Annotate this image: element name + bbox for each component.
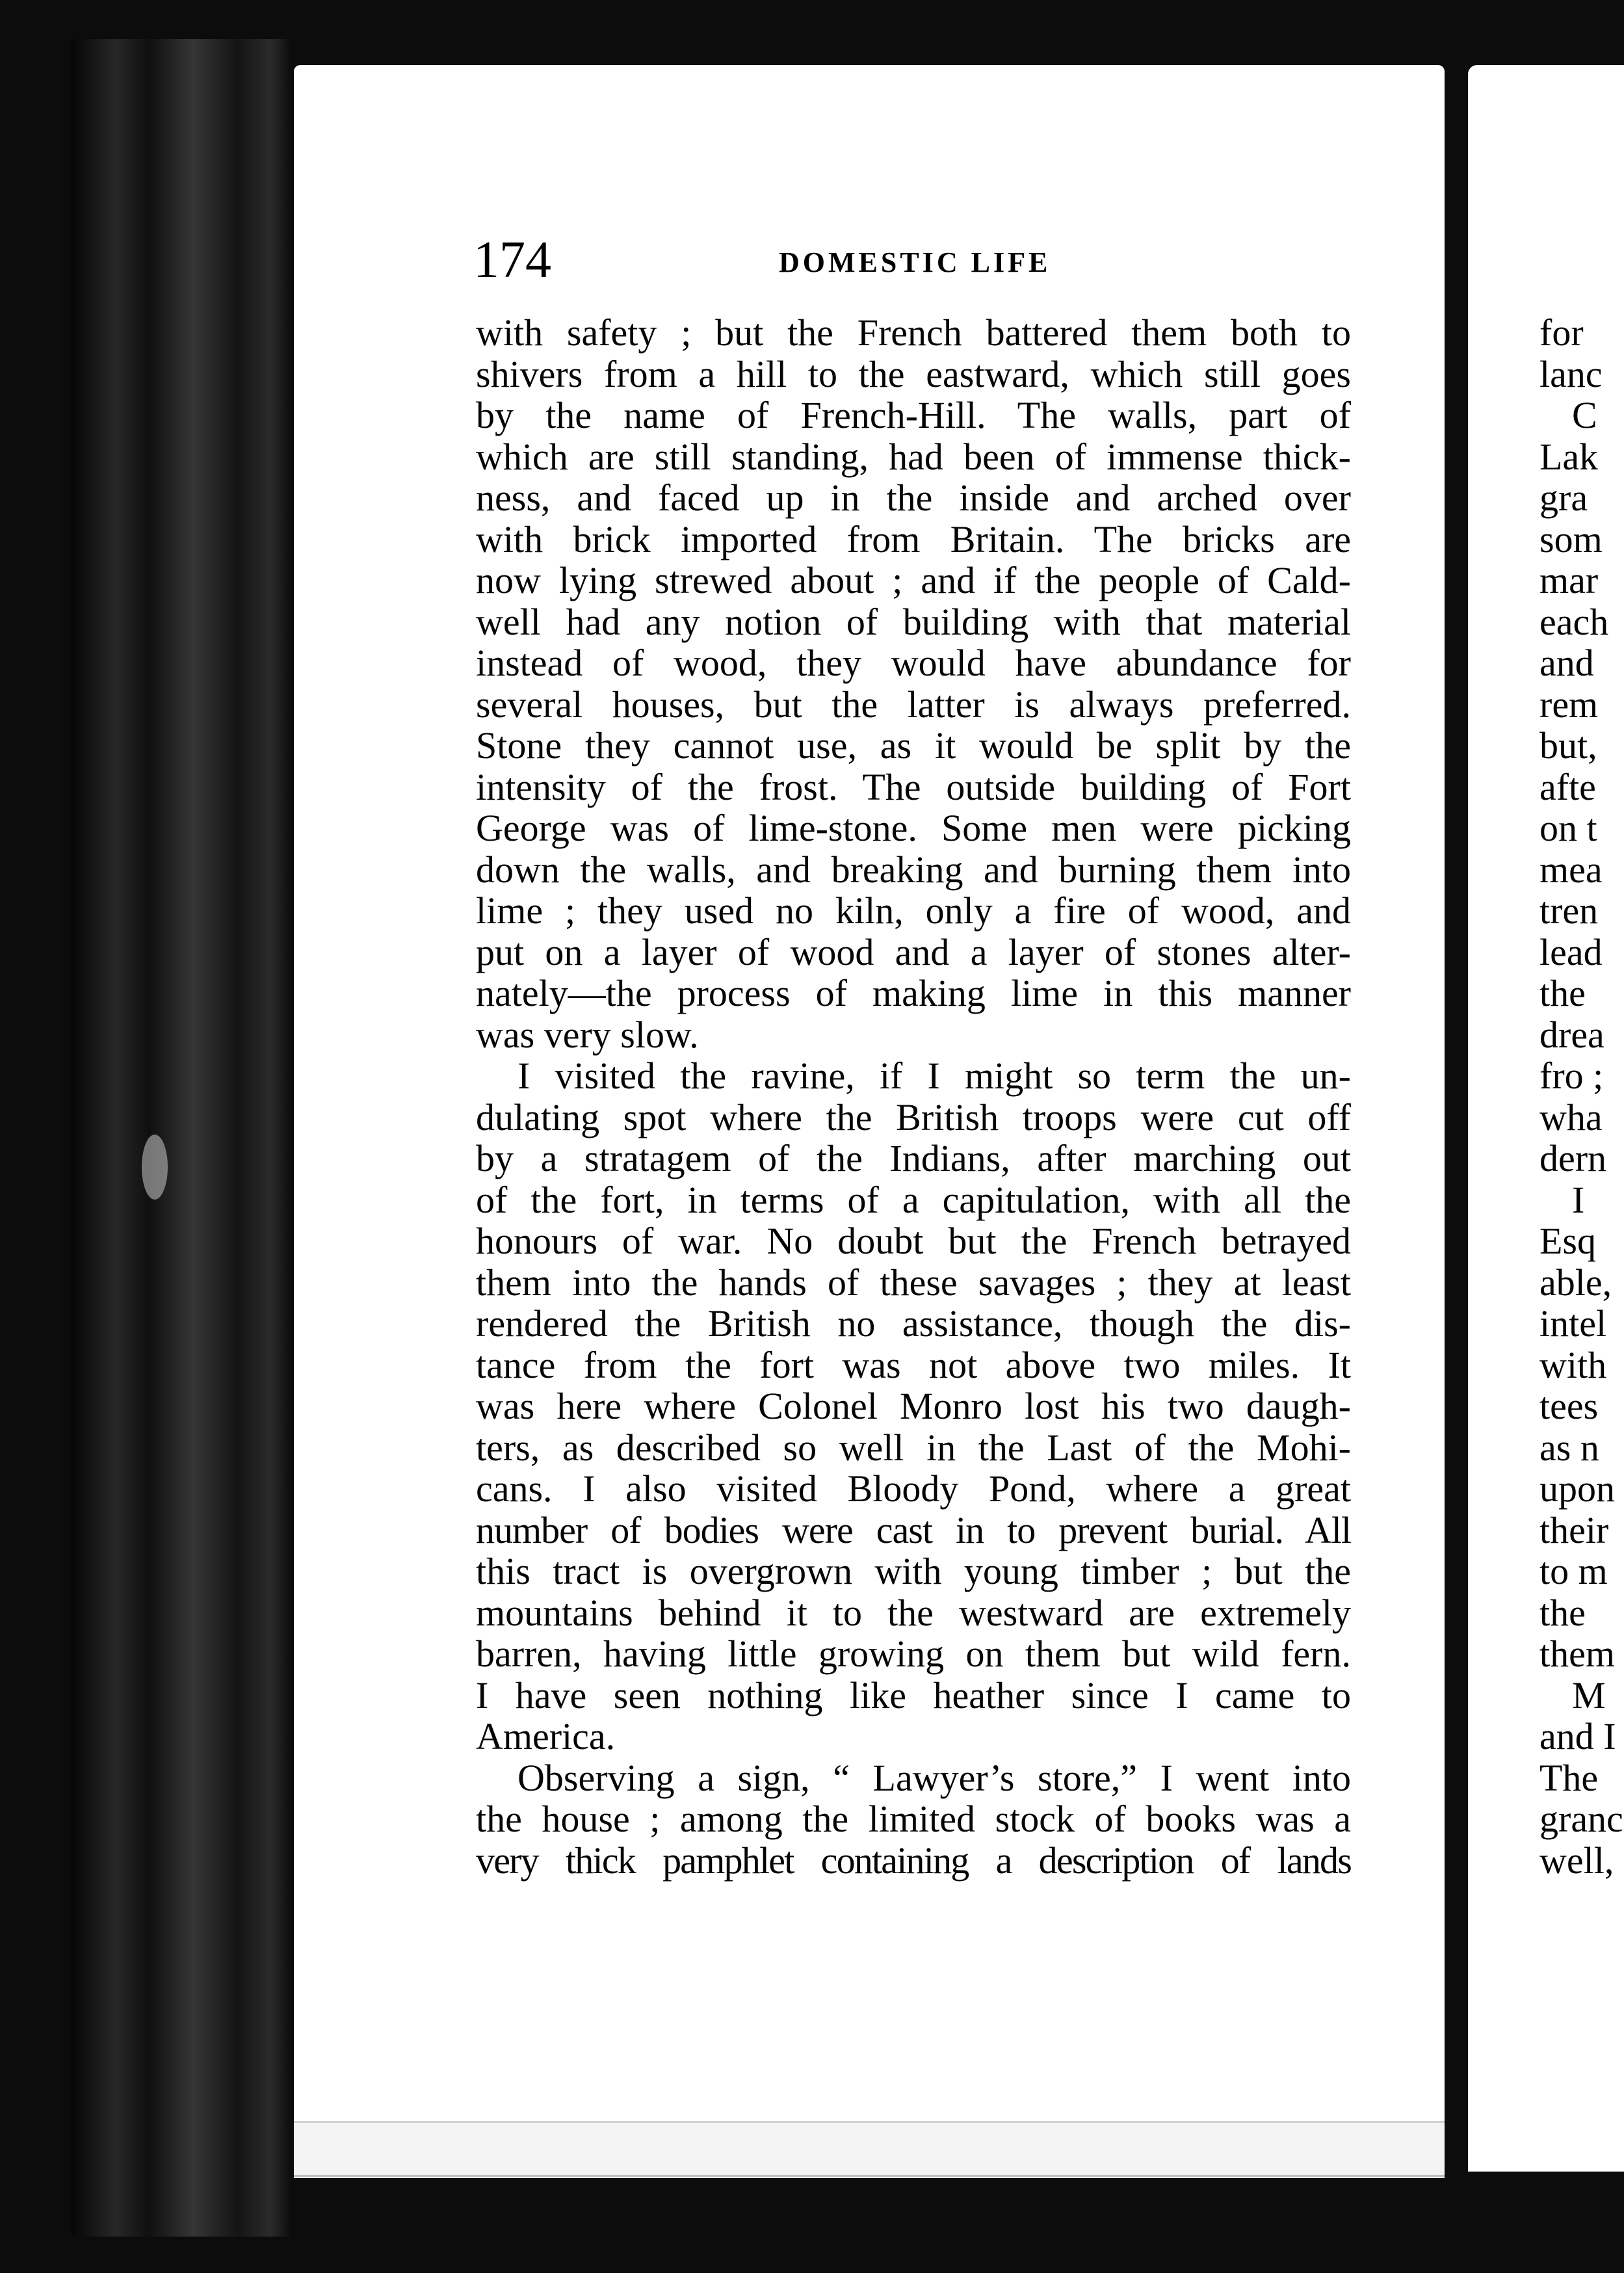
page-stack-edge [294, 2121, 1445, 2177]
text-line: dulating spot where the British troops were cut off [476, 1096, 1351, 1138]
facing-text-line: the [1539, 1591, 1586, 1634]
facing-text-line: as n [1539, 1426, 1599, 1469]
facing-text-line: som [1539, 518, 1603, 560]
text-line: Stone they cannot use, as it would be split by the [476, 724, 1351, 767]
facing-text-line: M [1572, 1674, 1606, 1716]
facing-text-line: but, [1539, 724, 1597, 767]
text-line: tance from the fort was not above two miles. It [476, 1343, 1351, 1386]
facing-text-line: them [1539, 1633, 1615, 1675]
text-line: instead of wood, they would have abundance for [476, 642, 1351, 684]
text-line: ters, as described so well in the Last of the Mohi- [476, 1426, 1351, 1469]
facing-text-line: gra [1539, 477, 1588, 519]
text-line: was here where Colonel Monro lost his two daugh- [476, 1385, 1351, 1427]
book-spine-edge [72, 39, 293, 2237]
text-line: rendered the British no assistance, though the dis- [476, 1302, 1351, 1345]
text-line: mountains behind it to the westward are extremely [476, 1591, 1351, 1634]
facing-text-line: the [1539, 972, 1586, 1014]
facing-text-line: with [1539, 1343, 1607, 1386]
facing-text-line: The [1539, 1756, 1599, 1799]
text-line: of the fort, in terms of a capitulation, with all the [476, 1178, 1351, 1221]
facing-text-line: wha [1539, 1096, 1603, 1138]
facing-text-line: mar [1539, 559, 1599, 601]
text-line: by a stratagem of the Indians, after marching out [476, 1137, 1351, 1179]
facing-text-line: for [1539, 311, 1584, 354]
text-line: nately—the process of making lime in this manner [476, 972, 1351, 1014]
facing-text-line: drea [1539, 1013, 1604, 1056]
text-line: I visited the ravine, if I might so term the un- [517, 1055, 1351, 1097]
stain-mark [142, 1135, 168, 1200]
text-line: Observing a sign, “ Lawyer’s store,” I went into [517, 1756, 1351, 1799]
facing-text-line: fro ; [1539, 1055, 1604, 1097]
text-line: by the name of French-Hill. The walls, part of [476, 394, 1351, 436]
text-line: cans. I also visited Bloody Pond, where a great [476, 1467, 1351, 1510]
facing-text-line: their [1539, 1508, 1609, 1551]
facing-text-line: lead [1539, 930, 1603, 973]
text-line: number of bodies were cast in to prevent burial. All [476, 1508, 1351, 1551]
text-line: put on a layer of wood and a layer of stones alter- [476, 930, 1351, 973]
facing-text-line: intel [1539, 1302, 1607, 1345]
text-line: honours of war. No doubt but the French betrayed [476, 1220, 1351, 1262]
text-line: this tract is overgrown with young timber ; but the [476, 1550, 1351, 1592]
text-line: now lying strewed about ; and if the people of Cald- [476, 559, 1351, 601]
facing-text-line: upon [1539, 1467, 1615, 1510]
text-line: with safety ; but the French battered them both to [476, 311, 1351, 354]
facing-text-line: rem [1539, 683, 1599, 726]
facing-text-line: well, [1539, 1839, 1614, 1882]
text-line: was very slow. [476, 1013, 699, 1056]
facing-text-line: dern [1539, 1137, 1607, 1179]
facing-text-line: Lak [1539, 435, 1599, 478]
text-line: the house ; among the limited stock of books was a [476, 1798, 1351, 1840]
facing-text-line: and [1539, 642, 1594, 684]
facing-text-line: tren [1539, 889, 1599, 932]
facing-text-line: each [1539, 600, 1609, 643]
facing-text-line: lanc [1539, 352, 1603, 395]
text-line: them into the hands of these savages ; they at least [476, 1261, 1351, 1304]
facing-text-line: afte [1539, 765, 1596, 808]
text-line: America. [476, 1715, 616, 1757]
page-header [473, 231, 1351, 289]
facing-page-text [1539, 312, 1624, 1881]
text-line: ness, and faced up in the inside and arched over [476, 477, 1351, 519]
page-number: 174 [473, 231, 551, 289]
facing-text-line: on t [1539, 807, 1597, 849]
facing-text-line: to m [1539, 1550, 1608, 1592]
text-line: barren, having little growing on them but wild fern. [476, 1633, 1351, 1675]
text-line: well had any notion of building with that material [476, 600, 1351, 643]
text-line: I have seen nothing like heather since I came to [476, 1674, 1351, 1716]
facing-page [1468, 65, 1624, 2172]
page-body-text [476, 312, 1351, 1881]
text-line: intensity of the frost. The outside building of Fort [476, 765, 1351, 808]
text-line: lime ; they used no kiln, only a fire of wood, and [476, 889, 1351, 932]
facing-text-line: granc [1539, 1798, 1623, 1840]
facing-text-line: I [1572, 1178, 1585, 1221]
facing-text-line: and I [1539, 1715, 1616, 1757]
facing-text-line: Esq [1539, 1220, 1596, 1262]
text-line: which are still standing, had been of immense thick- [476, 435, 1351, 478]
facing-text-line: mea [1539, 848, 1603, 891]
text-line: down the walls, and breaking and burning them into [476, 848, 1351, 891]
running-head: DOMESTIC LIFE [779, 246, 1051, 278]
text-line: several houses, but the latter is always preferred. [476, 683, 1351, 726]
text-line: very thick pamphlet containing a description of lands [476, 1839, 1351, 1882]
facing-text-line: able, [1539, 1261, 1612, 1304]
facing-text-line: C [1572, 394, 1597, 436]
text-line: George was of lime-stone. Some men were picking [476, 807, 1351, 849]
facing-text-line: tees [1539, 1385, 1599, 1427]
text-line: shivers from a hill to the eastward, which still goes [476, 352, 1351, 395]
text-line: with brick imported from Britain. The bricks are [476, 518, 1351, 560]
